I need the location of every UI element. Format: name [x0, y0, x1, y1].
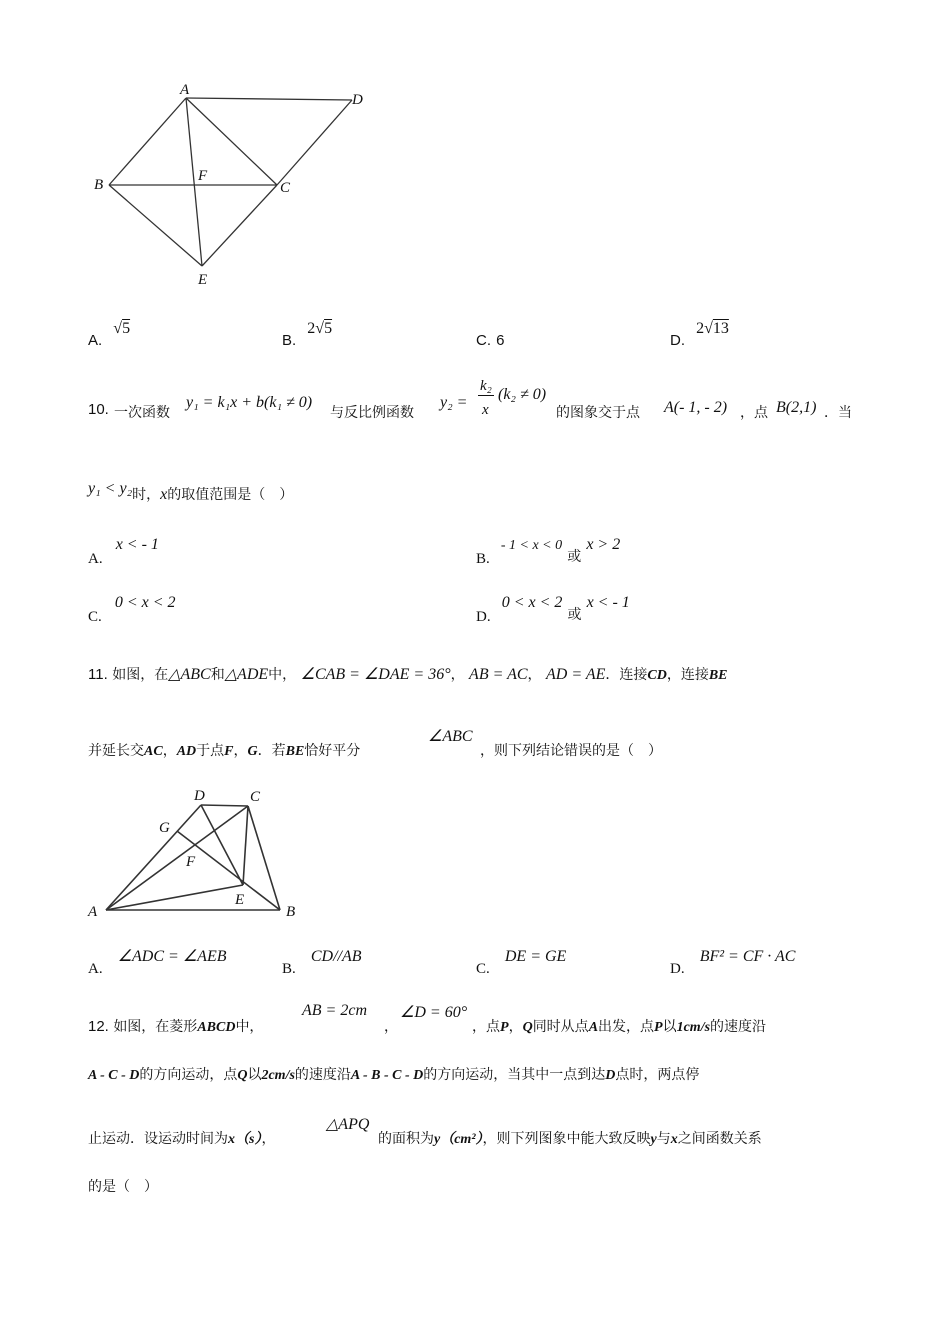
- angle-d: ∠D = 60°: [400, 1004, 468, 1021]
- text: 以: [662, 1019, 677, 1035]
- option-expression: - 1 < x < 0: [500, 538, 563, 553]
- q9-option-d[interactable]: [670, 318, 729, 349]
- label-c: C: [250, 789, 261, 805]
- text: 一次函数: [114, 405, 170, 421]
- segment-ce: [202, 185, 277, 266]
- segment-de: [201, 805, 243, 885]
- area-y: y（cm²）: [434, 1132, 483, 1147]
- segment-ab: [109, 98, 186, 185]
- point-q: Q: [522, 1020, 533, 1035]
- label-e: E: [235, 892, 245, 908]
- option-expression: BF² = CF · AC: [699, 948, 796, 965]
- point-a: A: [588, 1020, 599, 1035]
- text: 的方向运动，当其中一点到达: [423, 1067, 606, 1083]
- text: 止运动．设运动时间为: [88, 1131, 228, 1147]
- figure-rhombus-diagram: [90, 80, 390, 290]
- option-expression: CD//AB: [310, 948, 362, 965]
- point-p: P: [500, 1020, 509, 1035]
- equation-ab-ac: AB = AC: [469, 666, 528, 683]
- triangle-abc: △ABC: [168, 666, 211, 683]
- var-x: x: [670, 1132, 678, 1147]
- option-expression: 0 < x < 2: [114, 594, 176, 611]
- text: 出发，点: [598, 1019, 655, 1035]
- text: 之间函数关系: [677, 1131, 762, 1147]
- q11-option-b[interactable]: [282, 946, 362, 977]
- text: ，点: [740, 405, 768, 421]
- text: 的取值范围是（ ）: [167, 487, 294, 503]
- sqrt-expression: 2√5: [307, 320, 333, 337]
- segment-dc: [201, 805, 248, 806]
- q11-option-a[interactable]: [88, 946, 227, 977]
- point-f: F: [224, 744, 234, 759]
- rhombus-abcd: ABCD: [197, 1020, 236, 1035]
- segment-be: BE: [708, 668, 728, 683]
- text: 同时从点: [532, 1019, 589, 1035]
- label-f: F: [198, 168, 208, 184]
- q11-option-d[interactable]: [670, 946, 796, 977]
- text: ，点: [472, 1019, 500, 1035]
- text: ，则下列图象中能大致反映: [482, 1131, 651, 1147]
- segment-ad: AD: [176, 744, 197, 759]
- speed-p: 1cm/s: [676, 1020, 711, 1035]
- q12-stem-line2: [88, 1064, 699, 1084]
- path-p: A - C - D: [88, 1068, 140, 1083]
- text: 点时，两点停: [615, 1067, 700, 1083]
- option-letter: C.: [88, 609, 102, 625]
- option-letter: D.: [670, 961, 685, 977]
- option-letter: D.: [670, 332, 685, 349]
- option-expression: x < - 1: [115, 536, 159, 553]
- text: ，连接: [666, 667, 709, 683]
- text: 的是（ ）: [88, 1179, 158, 1195]
- point-p-2: P: [654, 1020, 663, 1035]
- q9-option-c[interactable]: [476, 330, 504, 349]
- question-number: 12.: [88, 1018, 109, 1035]
- text: ．当: [824, 405, 852, 421]
- inequality: y₁ < y₂: [88, 480, 133, 497]
- text: 的面积为: [378, 1131, 434, 1147]
- label-d: D: [194, 788, 205, 804]
- label-e: E: [198, 272, 208, 288]
- segment-cb: [248, 806, 280, 910]
- text: 的图象交于点: [556, 405, 640, 421]
- text: 中，: [235, 1019, 264, 1035]
- text: 以: [247, 1067, 262, 1083]
- segment-bg: [177, 831, 280, 910]
- segment-dc: [277, 100, 352, 185]
- length-ab: AB = 2cm: [302, 1002, 367, 1019]
- segment-ac: AC: [144, 744, 163, 759]
- text: 与: [656, 1131, 671, 1147]
- question-number: 11.: [88, 666, 108, 683]
- option-letter: C.: [476, 332, 491, 349]
- inverse-function-lhs: y₂ =: [440, 394, 468, 411]
- segment-ae: [106, 885, 243, 910]
- option-letter: C.: [476, 961, 490, 977]
- question-number: 10.: [88, 401, 109, 418]
- text: 如图，在菱形: [113, 1019, 198, 1035]
- triangle-ade: △ADE: [224, 666, 269, 683]
- option-expression-2: x > 2: [586, 536, 621, 553]
- sqrt-expression: 2√13: [696, 320, 729, 337]
- q11-option-c[interactable]: [476, 946, 567, 977]
- text: 于点: [196, 743, 225, 759]
- path-q: A - B - C - D: [350, 1068, 424, 1083]
- angle-abc: ∠ABC: [428, 728, 473, 745]
- point-a: A(- 1, - 2): [664, 399, 728, 416]
- segment-be-2: BE: [285, 744, 305, 759]
- text: 时，: [132, 487, 161, 503]
- option-letter: A.: [88, 551, 103, 567]
- option-value: 6: [496, 332, 505, 349]
- text: ．若: [257, 743, 286, 759]
- option-expression: 0 < x < 2: [501, 594, 563, 611]
- option-expression-2: x < - 1: [586, 594, 630, 611]
- label-a: A: [180, 82, 190, 98]
- option-letter: B.: [476, 551, 490, 567]
- segment-ac: [106, 806, 248, 910]
- text: ，则下列结论错误的是（ ）: [480, 743, 662, 759]
- text: 的方向运动，点: [139, 1067, 238, 1083]
- q10-stem-line2: [88, 478, 294, 503]
- fraction-numerator: k₂: [480, 378, 492, 394]
- text: 的速度沿: [294, 1067, 351, 1083]
- point-b: B(2,1): [776, 399, 817, 416]
- triangle-apq: △APQ: [326, 1116, 370, 1133]
- q12-stem-line4: [88, 1176, 158, 1196]
- option-letter: B.: [282, 332, 297, 349]
- label-c: C: [280, 180, 291, 196]
- variable-x: x: [160, 486, 168, 503]
- label-g: G: [159, 820, 170, 836]
- option-letter: B.: [282, 961, 296, 977]
- q9-option-a[interactable]: [88, 318, 131, 349]
- equation-ad-ae: AD = AE: [546, 666, 606, 683]
- text: 与反比例函数: [330, 405, 414, 421]
- or-text: 或: [567, 607, 582, 623]
- label-d: D: [352, 92, 363, 108]
- q11-stem-line1: 11. 如图，在△ABC和△ADE中， ∠CAB = ∠DAE = 36°， AB = AC， AD = AE．连接CD，连接BE: [88, 666, 728, 683]
- q10-option-c[interactable]: [88, 592, 176, 625]
- or-text: 或: [567, 549, 582, 565]
- segment-be: [109, 185, 202, 266]
- text: 恰好平分: [304, 743, 361, 759]
- fraction-denominator: x: [482, 402, 489, 418]
- q10-option-d[interactable]: [476, 592, 630, 625]
- label-f: F: [186, 854, 196, 870]
- option-letter: A.: [88, 961, 103, 977]
- text: ．连接: [605, 667, 648, 683]
- angle-equation: ∠CAB = ∠DAE = 36°: [300, 666, 451, 683]
- sqrt-expression: √5: [113, 320, 131, 337]
- q9-option-b[interactable]: [282, 318, 333, 349]
- q10-option-b[interactable]: [476, 534, 621, 567]
- text: 的速度沿: [710, 1019, 767, 1035]
- figure-triangle-diagram: [86, 784, 326, 924]
- option-expression: DE = GE: [504, 948, 567, 965]
- point-g: G: [247, 744, 258, 759]
- q10-option-a[interactable]: [88, 534, 159, 567]
- segment-ce: [243, 806, 248, 885]
- text: 中，: [268, 667, 297, 683]
- var-y: y: [650, 1132, 657, 1147]
- segment-ad: [186, 98, 352, 100]
- label-a: A: [88, 904, 98, 920]
- point-d: D: [605, 1068, 616, 1083]
- linear-function: y₁ = k₁x + b(k₁ ≠ 0): [186, 394, 313, 411]
- label-b: B: [286, 904, 296, 920]
- speed-q: 2cm/s: [261, 1068, 295, 1083]
- option-letter: A.: [88, 332, 103, 349]
- point-q-2: Q: [237, 1068, 248, 1083]
- text: 并延长交: [88, 743, 144, 759]
- segment-cd: CD: [647, 668, 667, 683]
- option-expression: ∠ADC = ∠AEB: [117, 948, 227, 965]
- label-b: B: [94, 177, 104, 193]
- text: 如图，在: [112, 667, 169, 683]
- option-letter: D.: [476, 609, 491, 625]
- text: 和: [210, 667, 225, 683]
- time-x: x（s）: [228, 1132, 262, 1147]
- inverse-function-cond: (k₂ ≠ 0): [498, 386, 547, 403]
